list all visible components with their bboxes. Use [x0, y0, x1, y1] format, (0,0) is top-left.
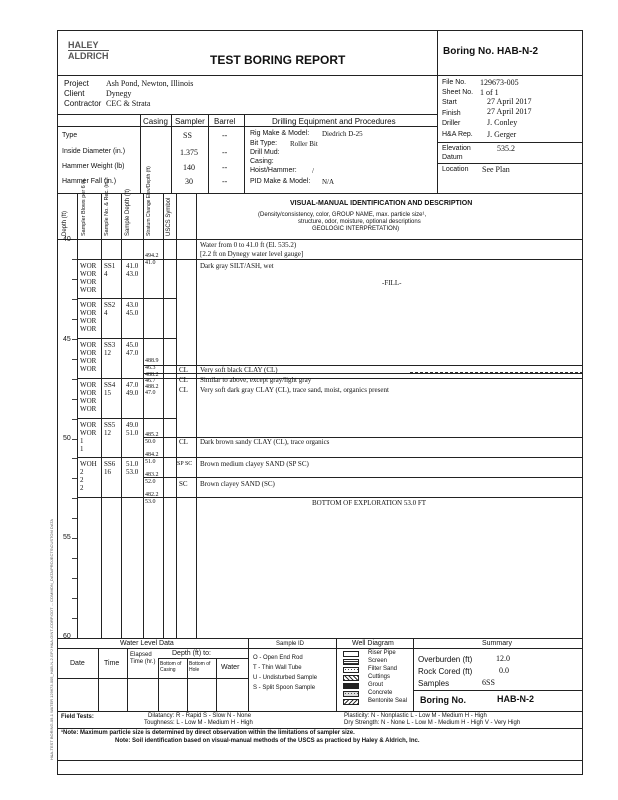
- logo-line1: HALEY: [68, 40, 99, 50]
- strat-1: 494.2 41.0: [145, 253, 159, 266]
- equip-col-1: [140, 114, 141, 193]
- samples-label: Samples: [418, 679, 450, 688]
- well-legend-swatch: [343, 691, 359, 697]
- field-tests-bottom-line: [57, 728, 583, 729]
- desc-silt-ash: Dark gray SILT/ASH, wet: [200, 262, 274, 270]
- sample-id-1: O - Open End Rod: [253, 655, 303, 661]
- strat-3: 488.2 46.7 488.2 47.0: [145, 372, 159, 396]
- col-uscs-header: USCS Symbol: [166, 197, 172, 236]
- rig-label: Rig Make & Model:: [250, 130, 310, 137]
- desc-header-sub2: structure, odor, moisture, optional descriptions: [298, 219, 421, 225]
- well-legend-swatch: [343, 683, 359, 689]
- ss3-no: SS3 12: [104, 341, 116, 357]
- col-stratum-header: Stratum Change Elev/Depth (ft): [146, 166, 152, 236]
- id-sampler: 1.375: [180, 148, 198, 157]
- type-barrel: --: [222, 131, 228, 140]
- footer-fieldtests-line: [57, 711, 583, 712]
- footer-boring-no: HAB-N-2: [497, 694, 534, 704]
- wl-bottom-hole-label: Bottom of Hole: [189, 661, 211, 673]
- well-title: Well Diagram: [352, 640, 394, 647]
- desc-black-clay: Very soft black CLAY (CL): [200, 366, 278, 374]
- bit-value: Roller Bit: [290, 140, 318, 148]
- depth-tick: [72, 578, 77, 579]
- col-sample-depth-header: Sample Depth (ft): [125, 188, 131, 236]
- hw-barrel: --: [222, 163, 228, 172]
- pid-value: N/A: [322, 178, 335, 186]
- uscs-2: CL: [179, 376, 188, 384]
- ss3-blows: WOR WOR WOR WOR: [80, 341, 97, 373]
- footer-top-line: [57, 638, 583, 639]
- desc-medium-clayey-sand: Brown medium clayey SAND (SP SC): [200, 460, 309, 468]
- ss5-depth: 49.0 51.0: [126, 421, 139, 437]
- desc-bottom: BOTTOM OF EXPLORATION 53.0 FT: [312, 499, 427, 507]
- sample-id-2: T - Thin Wall Tube: [253, 665, 302, 671]
- casing2-label: Casing:: [250, 158, 274, 165]
- hf-label: Hammer Fall (in.): [62, 178, 117, 185]
- casing-col-label: Casing: [143, 117, 168, 126]
- datum-label: Datum: [442, 154, 463, 161]
- summary-boring-line: [413, 690, 583, 691]
- id-label: Inside Diameter (in.): [62, 148, 126, 155]
- well-bentonite: Bentonite Seal: [368, 698, 408, 704]
- drilling-col-label: Drilling Equipment and Procedures: [272, 117, 396, 126]
- toughness-legend: Toughness: L - Low M - Medium H - High: [144, 720, 253, 726]
- page-title: TEST BORING REPORT: [210, 53, 346, 67]
- dilatancy-legend: Dilatancy: R - Rapid S - Slow N - None: [148, 713, 252, 719]
- strat-2: 488.9 46.3: [145, 358, 159, 371]
- uscs-3: CL: [179, 386, 188, 394]
- col-sample-no-header: Sample No. & Rec. (in.): [104, 178, 110, 236]
- well-legend-swatch: [343, 667, 359, 673]
- row-line-49: [77, 418, 176, 419]
- strat-6: 483.2 52.0: [145, 472, 159, 485]
- depth-tick: [72, 359, 77, 360]
- ss1-no: SS1 4: [104, 262, 116, 278]
- wl-col-hole: [216, 658, 217, 711]
- project-value: Ash Pond, Newton, Illinois: [106, 79, 194, 88]
- type-sampler: SS: [183, 131, 192, 140]
- uscs-1: CL: [179, 366, 188, 374]
- well-legend-swatch: [343, 675, 359, 681]
- har: J. Gerger: [487, 130, 517, 139]
- mud-label: Drill Mud:: [250, 149, 280, 156]
- wl-bottom-casing-label: Bottom of Casing: [160, 661, 182, 673]
- depth-tick: [72, 558, 77, 559]
- desc-similar: Similar to above, except gray/light gray: [200, 376, 312, 384]
- row-line-45: [77, 338, 176, 339]
- sample-id-4: S - Split Spoon Sample: [253, 685, 316, 691]
- elevation-label: Elevation: [442, 145, 471, 152]
- ss4-depth: 47.0 49.0: [126, 381, 139, 397]
- ss3-depth: 45.0 47.0: [126, 341, 139, 357]
- driller: J. Conley: [487, 118, 518, 127]
- wl-water-label: Water: [221, 664, 240, 671]
- wl-header-bottom: [57, 678, 248, 679]
- depth-tick: [72, 458, 77, 459]
- dry-strength-legend: Dry Strength: N - None L - Low M - Medium H - High V - Very High: [344, 720, 521, 726]
- depth-tick: [72, 478, 77, 479]
- note-soil-id: Note: Soil identification based on visual-manual methods of the USCS as practiced by Haley & Aldrich, Inc.: [115, 738, 420, 744]
- ss2-no: SS2 4: [104, 301, 116, 317]
- wl-col-casing: [187, 658, 188, 711]
- depth-label-50: 50: [63, 435, 71, 442]
- desc-gray-clay: Very soft dark gray CLAY (CL), trace sand, moist, organics present: [200, 386, 389, 394]
- strat-5: 484.2 51.0: [145, 452, 159, 465]
- well-legend-swatch: [343, 659, 359, 665]
- depth-tick: [72, 279, 77, 280]
- boring-no-label: Boring No.: [443, 46, 495, 57]
- depth-tick: [72, 598, 77, 599]
- well-grout: Grout: [368, 682, 384, 688]
- desc-gauge: [2.2 ft on Dynegy water level gauge]: [200, 250, 304, 258]
- ss6-depth: 51.0 53.0: [126, 460, 139, 476]
- har-label: H&A Rep.: [442, 131, 473, 138]
- type-label: Type: [62, 132, 78, 139]
- equip-col-4: [244, 114, 245, 193]
- wl-col-date: [98, 648, 99, 711]
- hf-barrel: --: [222, 177, 228, 186]
- well-riser: Riser Pipe: [368, 650, 396, 656]
- footer-title-line: [57, 648, 583, 649]
- log-header-top: [57, 193, 583, 194]
- ss4-blows: WOR WOR WOR WOR: [80, 381, 97, 413]
- depth-tick: [72, 498, 77, 499]
- well-concrete: Concrete: [368, 690, 393, 696]
- start-label: Start: [442, 99, 457, 106]
- ss1-blows: WOR WOR WOR WOR: [80, 262, 97, 294]
- well-filter-sand: Filter Sand: [368, 666, 398, 672]
- depth-tick: [72, 538, 77, 539]
- id-barrel: --: [222, 148, 228, 157]
- row-line-43: [77, 298, 176, 299]
- summary-title: Summary: [482, 640, 512, 647]
- finish-label: Finish: [442, 110, 461, 117]
- depth-tick: [72, 439, 77, 440]
- sample-id-title: Sample ID: [276, 641, 305, 647]
- depth-label-40: 40: [63, 236, 71, 243]
- hf-sampler: 30: [185, 177, 193, 186]
- file-no-label: File No.: [442, 79, 467, 86]
- well-legend-swatch: [343, 651, 359, 657]
- col-depth-header: Depth (ft): [62, 210, 68, 236]
- well-screen: Screen: [368, 658, 388, 664]
- ss6-no: SS6 16: [104, 460, 116, 476]
- contractor-label: Contractor: [64, 99, 102, 108]
- rep-divider: [437, 142, 583, 143]
- ss6-blows: WOH 2 2 2: [80, 460, 97, 492]
- samples-value: 6SS: [482, 678, 495, 687]
- equip-col-3: [208, 114, 209, 193]
- rock-label: Rock Cored (ft): [418, 667, 473, 676]
- start: 27 April 2017: [487, 97, 532, 106]
- uscs-4: CL: [179, 438, 188, 446]
- field-tests-label: Field Tests:: [61, 714, 94, 720]
- desc-clayey-sand: Brown clayey SAND (SC): [200, 480, 275, 488]
- well-cuttings: Cuttings: [368, 674, 391, 680]
- project-label: Project: [64, 79, 89, 88]
- driller-label: Driller: [442, 120, 461, 127]
- sheet: 1 of 1: [480, 88, 499, 97]
- location: See Plan: [482, 165, 510, 174]
- ss2-blows: WOR WOR WOR WOR: [80, 301, 97, 333]
- uscs-5: SP SC: [177, 461, 193, 467]
- finish: 27 April 2017: [487, 107, 532, 116]
- logo: [68, 40, 109, 61]
- wl-depth-line: [158, 658, 248, 659]
- depth-label-55: 55: [63, 534, 71, 541]
- col-blows-header: Sampler Blows per 6 in.: [81, 177, 87, 236]
- wl-col-time: [127, 648, 128, 711]
- hoist-label: Hoist/Hammer:: [250, 167, 297, 174]
- ss1-depth: 41.0 43.0: [126, 262, 139, 278]
- equip-head-line: [57, 126, 437, 127]
- row-line-52: [143, 477, 583, 478]
- overburden-label: Overburden (ft): [418, 655, 473, 664]
- desc-header-sub3: GEOLOGIC INTERPRETATION): [312, 226, 400, 232]
- strat-4: 485.2 50.0: [145, 432, 159, 445]
- file-no: 129673-005: [480, 78, 519, 87]
- overburden-value: 12.0: [496, 654, 510, 663]
- equip-col-2: [171, 114, 172, 193]
- desc-water: Water from 0 to 41.0 ft (El. 535.2): [200, 241, 297, 249]
- client-value: Dynegy: [106, 89, 132, 98]
- client-label: Client: [64, 89, 85, 98]
- wl-title: Water Level Data: [120, 640, 174, 647]
- pid-label: PID Make & Model:: [250, 178, 311, 185]
- equip-top-line: [57, 114, 437, 115]
- ss4-no: SS4 15: [104, 381, 116, 397]
- barrel-col-label: Barrel: [214, 117, 236, 126]
- sampler-col-label: Sampler: [175, 117, 205, 126]
- header-divider: [57, 75, 583, 76]
- sample-id-3: U - Undisturbed Sample: [253, 675, 318, 681]
- desc-header-sub1: (Density/consistency, color, GROUP NAME, max. particle size¹,: [258, 212, 427, 218]
- depth-tick: [72, 518, 77, 519]
- wl-time-label: Time: [104, 660, 120, 667]
- depth-label-45: 45: [63, 336, 71, 343]
- bit-label: Bit Type:: [250, 140, 278, 147]
- ss5-blows: WOR WOR 1 1: [80, 421, 97, 453]
- water-level-dash: [410, 372, 583, 373]
- desc-brown-sandy-clay: Dark brown sandy CLAY (CL), trace organics: [200, 438, 330, 446]
- wl-depth-to-label: Depth (ft) to:: [172, 650, 211, 657]
- rock-value: 0.0: [499, 666, 509, 675]
- hw-label: Hammer Weight (lb): [62, 163, 125, 170]
- note-particle-size: ¹Note: Maximum particle size is determined by direct observation within the limitations of sampler size.: [61, 730, 355, 736]
- elevation: 535.2: [497, 144, 515, 153]
- strat-7: 482.2 53.0: [145, 492, 159, 505]
- footer-notes-line: [57, 760, 583, 761]
- depth-tick: [72, 399, 77, 400]
- wl-date-label: Date: [70, 660, 85, 667]
- wl-elapsed-label: Elapsed Time (hr.): [130, 652, 156, 665]
- log-header-bottom: [57, 239, 583, 240]
- desc-header-title: VISUAL-MANUAL IDENTIFICATION AND DESCRIPTION: [290, 200, 473, 207]
- location-label: Location: [442, 166, 469, 173]
- ss5-no: SS5 12: [104, 421, 116, 437]
- sheet-label: Sheet No.: [442, 89, 474, 96]
- well-legend-swatch: [343, 699, 359, 705]
- boring-no: HAB-N-2: [497, 46, 539, 57]
- desc-fill: -FILL-: [382, 279, 402, 287]
- depth-label-60: 60: [63, 633, 71, 640]
- footer-boring-label: Boring No.: [420, 695, 466, 705]
- left-margin-text: H&A-TEST BORING-09-1 WATER 129673-005_HAB-N-2.GPJ H&A-GINT-CORP.GDT ... COMMON_DATA\PROJECTS\CUSTOM DATA: [49, 518, 54, 760]
- hw-sampler: 140: [183, 163, 195, 172]
- datum-divider: [437, 163, 583, 164]
- rig-value: Diedrich D-25: [322, 130, 363, 138]
- depth-tick: [72, 618, 77, 619]
- hoist-value: /: [312, 167, 314, 175]
- ss2-depth: 43.0 45.0: [126, 301, 139, 317]
- depth-tick: [72, 319, 77, 320]
- contractor-value: CEC & Strata: [106, 99, 151, 108]
- logo-line2: ALDRICH: [68, 51, 109, 61]
- header-vertical-divider: [437, 30, 438, 193]
- wl-col-elapsed: [158, 658, 159, 711]
- uscs-6: SC: [179, 480, 188, 488]
- plasticity-legend: Plasticity: N - Nonplastic L - Low M - Medium H - High: [344, 713, 487, 719]
